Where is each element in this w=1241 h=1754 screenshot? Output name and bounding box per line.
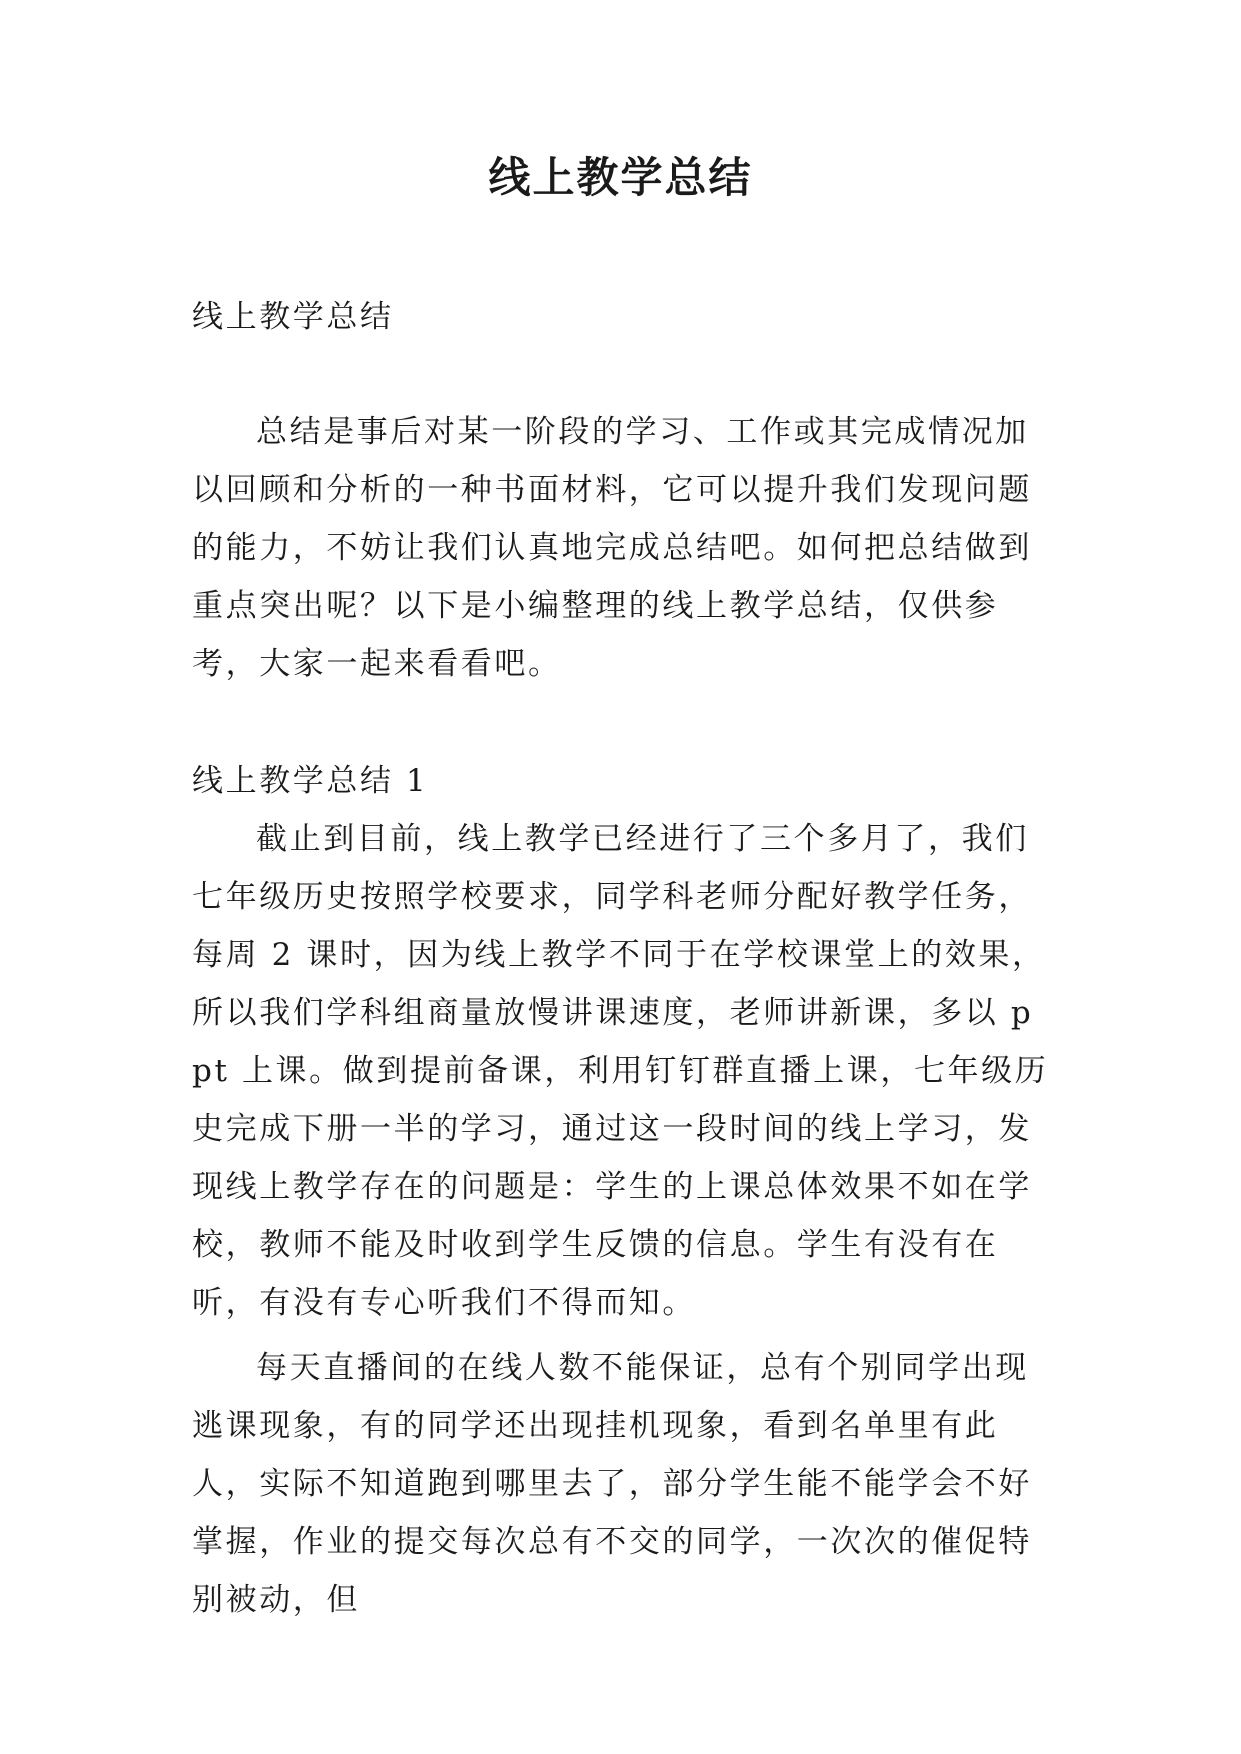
body-paragraph: 截止到目前，线上教学已经进行了三个多月了，我们七年级历史按照学校要求，同学科老师分配好教学任务，每周 2 课时，因为线上教学不同于在学校课堂上的效果，所以我们学科组商量放慢讲课速度，老师讲新课，多以 ppt 上课。做到提前备课，利用钉钉群直播上课，七年级历史完成下册一半的学习，通过这一段时间的线上学习，发现线上教学存在的问题是：学生的上课总体效果不如在学校，教师不能及时收到学生反馈的信息。学生有没有在听，有没有专心听我们不得而知。 [192,821,1049,1321]
body-paragraph: 每天直播间的在线人数不能保证，总有个别同学出现逃课现象，有的同学还出现挂机现象，看到名单里有此人，实际不知道跑到哪里去了，部分学生能不能学会不好掌握，作业的提交每次总有不交的同学，一次次的催促特别被动，但 [192,1350,1032,1618]
section-heading: 线上教学总结 1 [192,763,429,799]
intro-paragraph: 总结是事后对某一阶段的学习、工作或其完成情况加以回顾和分析的一种书面材料，它可以提升我们发现问题的能力，不妨让我们认真地完成总结吧。如何把总结做到重点突出呢？以下是小编整理的线上教学总结，仅供参考，大家一起来看看吧。 [192,414,1032,682]
document-title: 线上教学总结 [488,153,753,202]
document-subtitle: 线上教学总结 [192,299,394,335]
